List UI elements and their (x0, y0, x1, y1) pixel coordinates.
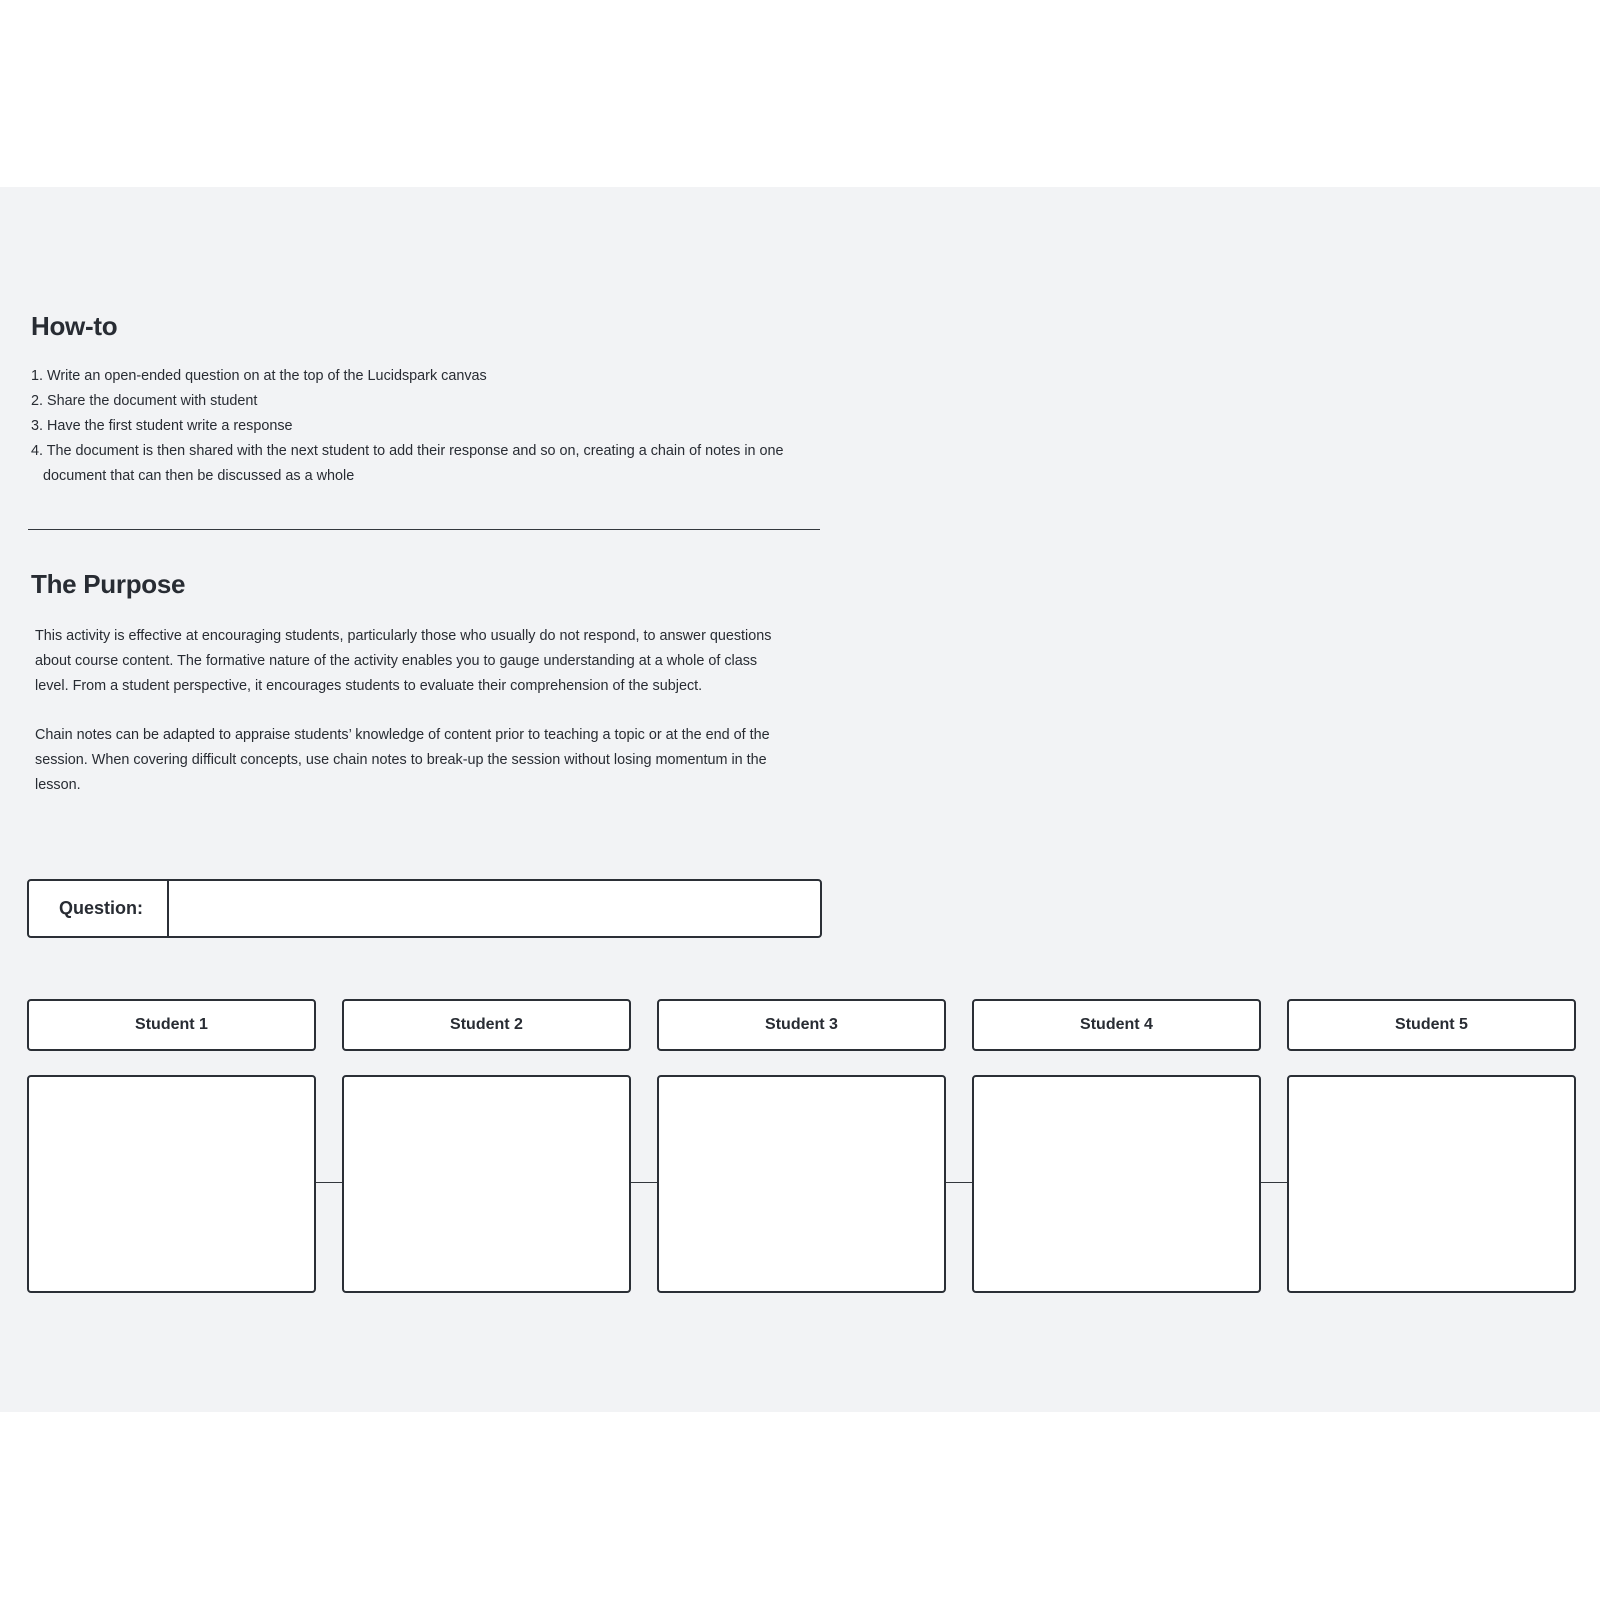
purpose-p1-line-2: about course content. The formative nature of the activity enables you to gauge understanding at a whole of class (35, 653, 758, 669)
student-4-note[interactable] (972, 1075, 1261, 1293)
question-input[interactable] (169, 881, 820, 936)
question-label: Question: (59, 898, 143, 918)
howto-step-3: 3. Have the first student write a response (31, 418, 293, 434)
purpose-paragraph-1 (35, 624, 771, 699)
purpose-p1-line-3: level. From a student perspective, it encourages students to evaluate their comprehension of the subject. (35, 678, 703, 694)
student-5-header: Student 5 (1287, 999, 1576, 1051)
purpose-heading: The Purpose (31, 569, 186, 599)
student-3-note-input[interactable] (659, 1077, 944, 1291)
howto-step-4: 4. The document is then shared with the next student to add their response and so on, creating a chain of notes in one (31, 443, 784, 459)
howto-step-4-continued: document that can then be discussed as a whole (31, 468, 355, 484)
student-2-note-input[interactable] (344, 1077, 629, 1291)
connector-1-2 (316, 1182, 342, 1183)
question-box (27, 879, 822, 938)
purpose-p2-line-3: lesson. (35, 777, 81, 793)
purpose-paragraph-2 (35, 723, 770, 798)
purpose-p1-line-1: This activity is effective at encouraging students, particularly those who usually do not respond, to answer questions (35, 628, 772, 644)
purpose-p2-line-2: session. When covering difficult concepts, use chain notes to break-up the session without losing momentum in the (35, 752, 767, 768)
howto-step-2: 2. Share the document with student (31, 393, 258, 409)
section-divider (28, 529, 820, 530)
student-4-header: Student 4 (972, 999, 1261, 1051)
student-3-note[interactable] (657, 1075, 946, 1293)
connector-3-4 (946, 1182, 972, 1183)
student-2-header: Student 2 (342, 999, 631, 1051)
howto-step-1: 1. Write an open-ended question on at the top of the Lucidspark canvas (31, 368, 487, 384)
connector-4-5 (1261, 1182, 1287, 1183)
connector-2-3 (631, 1182, 657, 1183)
student-5-note[interactable] (1287, 1075, 1576, 1293)
student-1-header: Student 1 (27, 999, 316, 1051)
howto-steps-list (31, 364, 784, 489)
student-1-note[interactable] (27, 1075, 316, 1293)
student-5-note-input[interactable] (1289, 1077, 1574, 1291)
student-1-note-input[interactable] (29, 1077, 314, 1291)
howto-heading: How-to (31, 311, 118, 341)
student-4-note-input[interactable] (974, 1077, 1259, 1291)
purpose-p2-line-1: Chain notes can be adapted to appraise students’ knowledge of content prior to teaching a topic or at the end of the (35, 727, 770, 743)
student-3-header: Student 3 (657, 999, 946, 1051)
student-2-note[interactable] (342, 1075, 631, 1293)
